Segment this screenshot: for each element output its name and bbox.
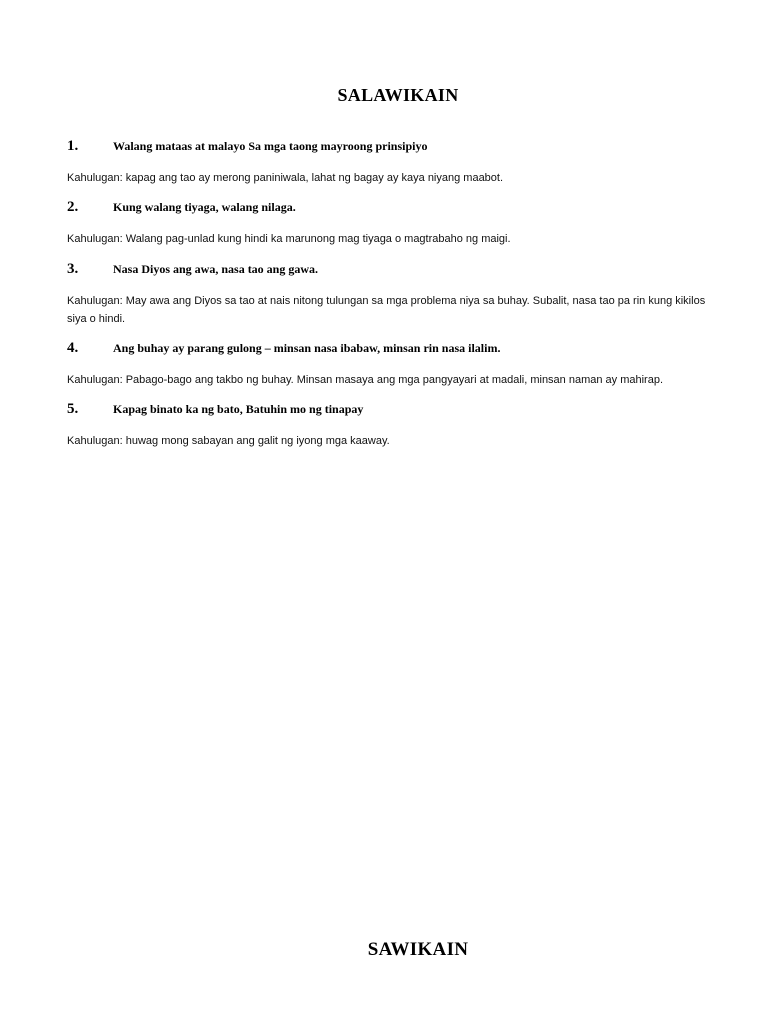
item-heading [67, 340, 707, 358]
item-heading [67, 401, 707, 419]
proverb-text: Nasa Diyos ang awa, nasa tao ang gawa. [113, 262, 319, 276]
item-heading [67, 199, 707, 217]
list-item [67, 261, 707, 328]
list-item [67, 401, 707, 450]
item-number: 4. [67, 340, 79, 356]
meaning-text: Kahulugan: Pabago-bago ang takbo ng buhay. Minsan masaya ang mga pangyayari at madali, minsan naman ay mahirap. [67, 374, 664, 386]
item-heading [67, 138, 707, 156]
proverb-text: Kung walang tiyaga, walang nilaga. [113, 200, 296, 214]
meaning-text: Kahulugan: huwag mong sabayan ang galit ng iyong mga kaaway. [67, 435, 390, 447]
item-heading [67, 261, 707, 279]
item-number: 5. [67, 401, 79, 417]
list-item [67, 340, 707, 389]
item-number: 2. [67, 199, 79, 215]
item-number: 3. [67, 261, 79, 277]
proverb-text: Walang mataas at malayo Sa mga taong mayroong prinsipiyo [113, 139, 428, 153]
proverb-text: Kapag binato ka ng bato, Batuhin mo ng tinapay [113, 402, 364, 416]
proverb-text: Ang buhay ay parang gulong – minsan nasa ibabaw, minsan rin nasa ilalim. [113, 341, 501, 355]
item-number: 1. [67, 138, 79, 154]
meaning-text: Kahulugan: kapag ang tao ay merong paniniwala, lahat ng bagay ay kaya niyang maabot. [67, 172, 504, 184]
list-item [67, 199, 707, 248]
meaning-text: Kahulugan: May awa ang Diyos sa tao at nais nitong tulungan sa mga problema niya sa buhay. Subalit, nasa tao pa rin kung kikilos siya o hindi. [67, 295, 706, 325]
proverb-list [67, 138, 707, 450]
page-title: SALAWIKAIN [337, 85, 459, 105]
section-title: SAWIKAIN [367, 939, 469, 960]
list-item [67, 138, 707, 187]
meaning-text: Kahulugan: Walang pag-unlad kung hindi ka marunong mag tiyaga o magtrabaho ng maigi. [67, 233, 511, 245]
